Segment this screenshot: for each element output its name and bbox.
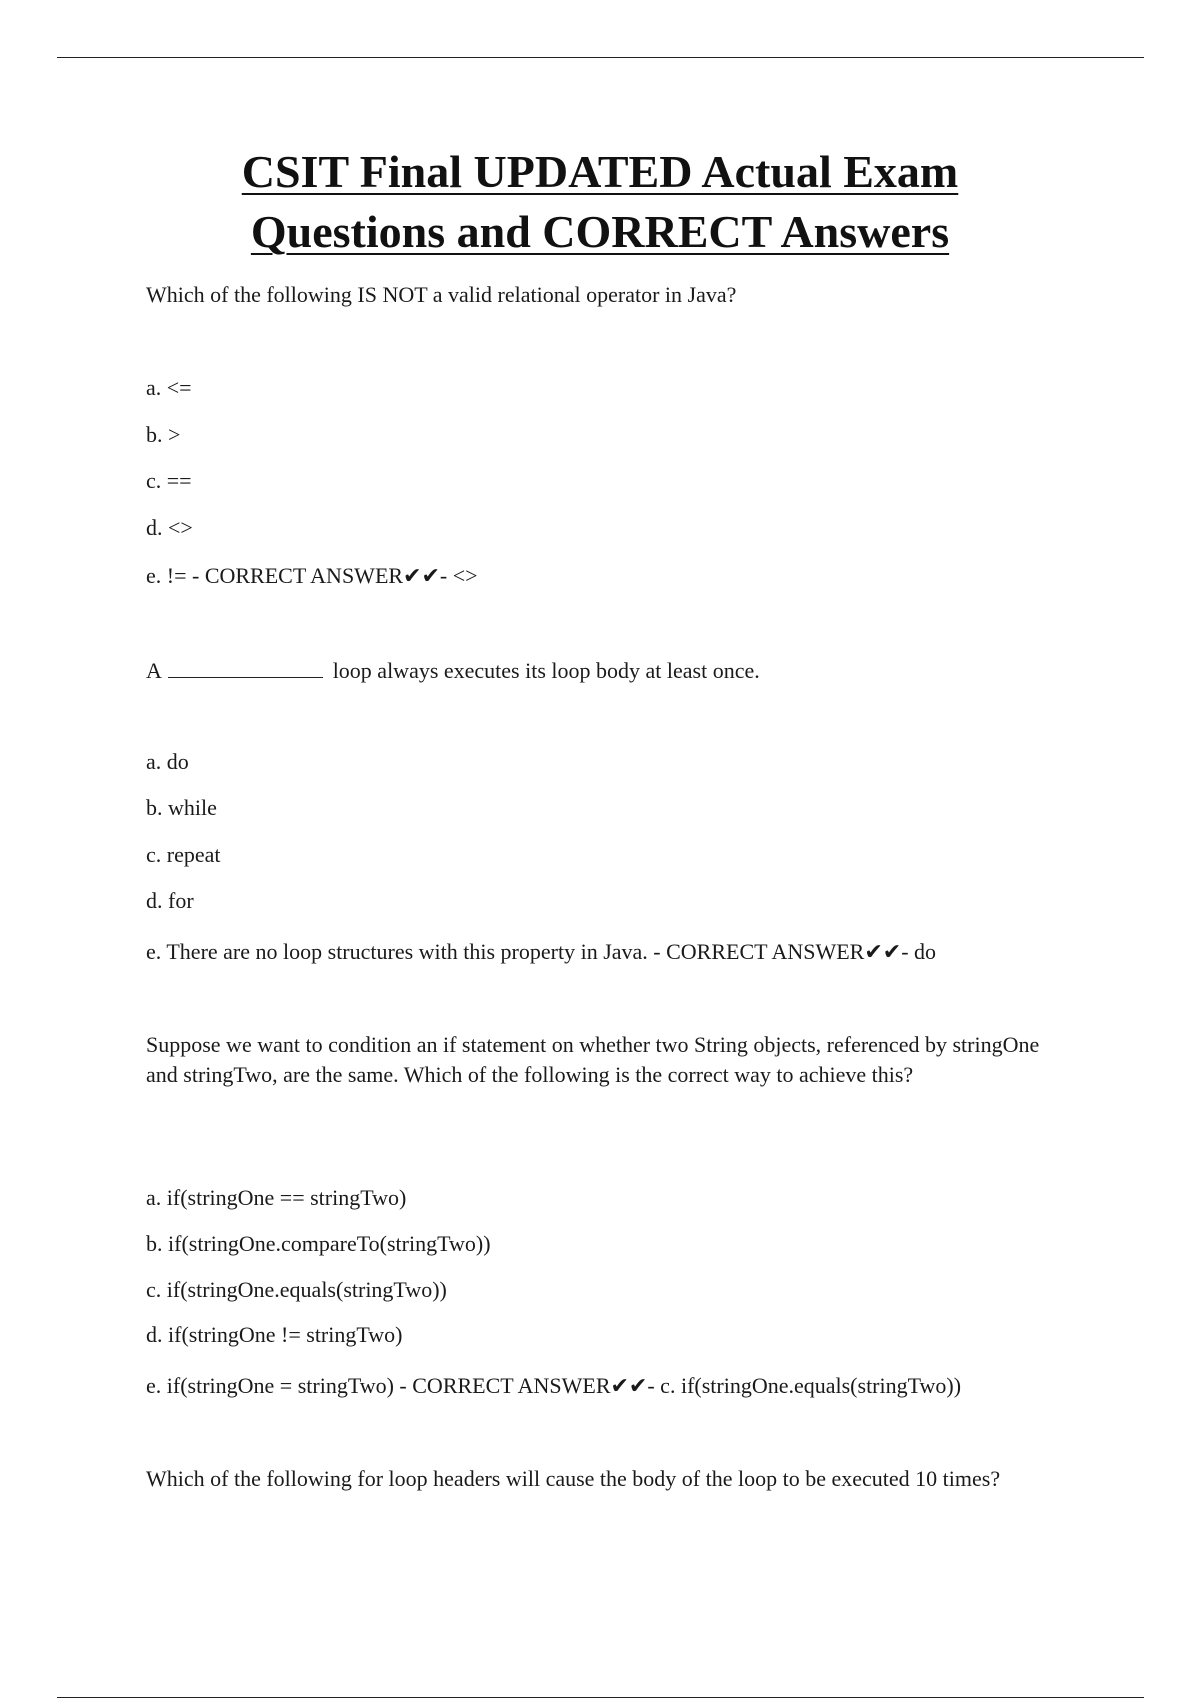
question-2-option-a: a. do — [146, 749, 189, 774]
fill-in-blank — [168, 657, 323, 678]
title-line-2: Questions and CORRECT Answers — [250, 206, 950, 257]
question-3-option-b: b. if(stringOne.compareTo(stringTwo)) — [146, 1231, 491, 1256]
question-3-option-c: c. if(stringOne.equals(stringTwo)) — [146, 1277, 447, 1302]
question-1-option-b: b. > — [146, 422, 181, 447]
question-3-prompt: Suppose we want to condition an if statement on whether two String objects, referenced by stringOne and stringTwo, are the same. Which of the following is the correct way to achieve this? — [146, 1032, 1040, 1087]
title-line-1: CSIT Final UPDATED Actual Exam — [241, 146, 959, 197]
question-4-prompt: Which of the following for loop headers will cause the body of the loop to be executed 10 times? — [146, 1466, 1001, 1491]
question-3-option-e-answer: e. if(stringOne = stringTwo) - CORRECT ANSWER✔✔- c. if(stringOne.equals(stringTwo)) — [146, 1373, 962, 1398]
question-2-option-d: d. for — [146, 888, 194, 913]
question-3-option-d: d. if(stringOne != stringTwo) — [146, 1322, 403, 1347]
question-1-prompt: Which of the following IS NOT a valid relational operator in Java? — [146, 282, 737, 307]
question-1-option-c: c. == — [146, 468, 192, 493]
question-2-option-b: b. while — [146, 795, 217, 820]
question-1-option-d: d. <> — [146, 515, 193, 540]
question-3-option-a: a. if(stringOne == stringTwo) — [146, 1185, 407, 1210]
bottom-divider — [57, 1697, 1144, 1698]
question-1-option-a: a. <= — [146, 375, 192, 400]
question-1-option-e-answer: e. != - CORRECT ANSWER✔✔- <> — [146, 563, 478, 588]
question-2-prompt-start: A — [146, 658, 161, 683]
question-2-prompt-end: loop always executes its loop body at least once. — [332, 658, 760, 683]
question-2-option-c: c. repeat — [146, 842, 221, 867]
question-2-option-e-answer: e. There are no loop structures with this property in Java. - CORRECT ANSWER✔✔- do — [146, 939, 937, 964]
question-2-prompt — [146, 656, 760, 686]
top-divider — [57, 57, 1144, 58]
page-title — [0, 142, 1200, 262]
